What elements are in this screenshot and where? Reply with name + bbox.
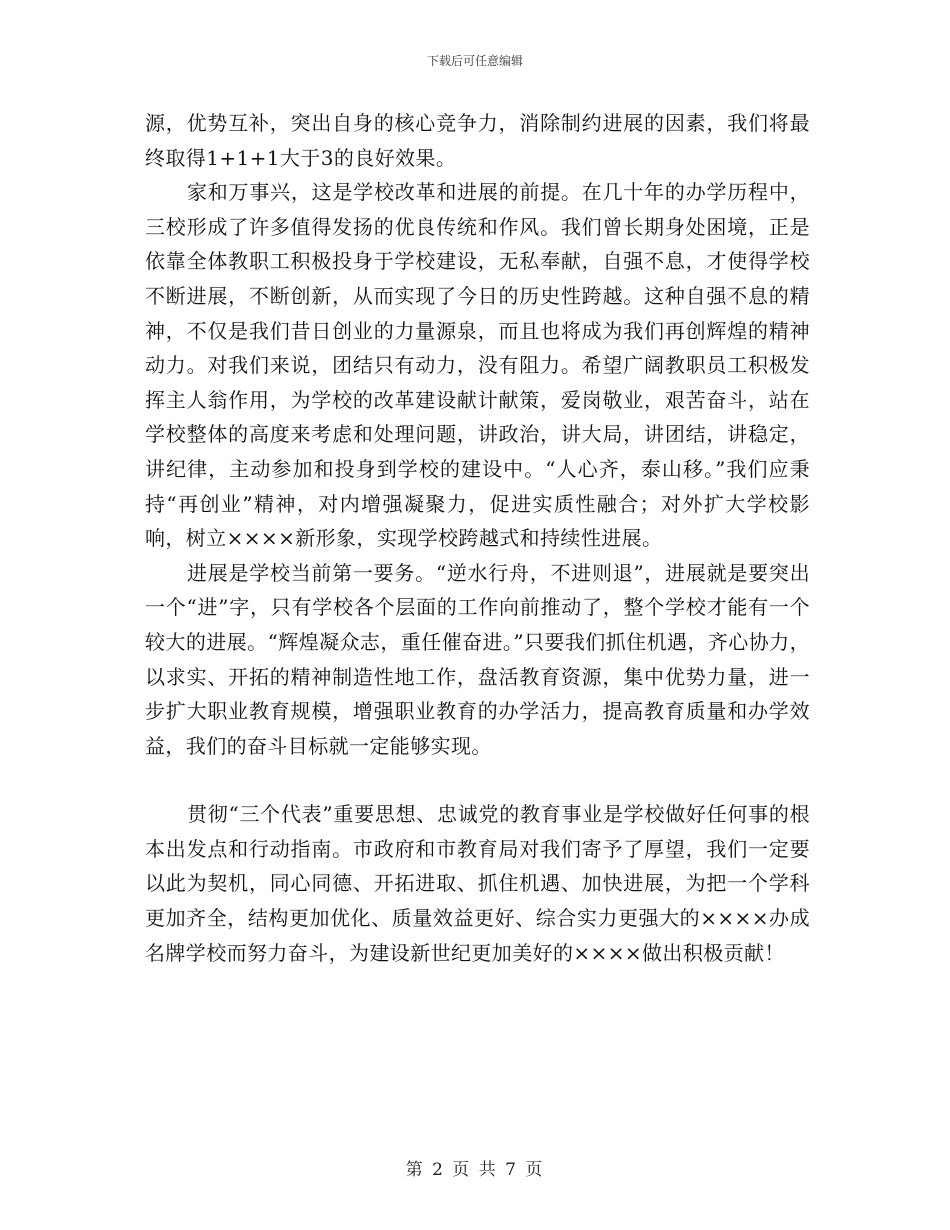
paragraph-continuation: 源，优势互补，突出自身的核心竞争力，消除制约进展的因素，我们将最终取得1+1+1大于3的良好效果。 bbox=[145, 111, 810, 170]
paragraph-progress: 进展是学校当前第一要务。“逆水行舟，不进则退”，进展就是要突出一个“进”字，只有学校各个层面的工作向前推动了，整个学校才能有一个较大的进展。“辉煌凝众志，重任催奋进。”只要我们抓住机遇，齐心协力，以求实、开拓的精神制造性地工作，盘活教育资源，集中优势力量，进一步扩大职业教育规模，增强职业教育的办学活力，提高教育质量和办学效益，我们的奋斗目标就一定能够实现。 bbox=[145, 560, 810, 758]
paragraph-unity: 家和万事兴，这是学校改革和进展的前提。在几十年的办学历程中，三校形成了许多值得发扬的优良传统和作风。我们曾长期身处困境，正是依靠全体教职工积极投身于学校建设，无私奉献，自强不息，才使得学校不断进展，不断创新，从而实现了今日的历史性跨越。这种自强不息的精神，不仅是我们昔日创业的力量源泉，而且也将成为我们再创辉煌的精神动力。对我们来说，团结只有动力，没有阻力。希望广阔教职员工积极发挥主人翁作用，为学校的改革建设献计献策，爱岗敬业，艰苦奋斗，站在学校整体的高度来考虑和处理问题，讲政治，讲大局，讲团结，讲稳定，讲纪律，主动参加和投身到学校的建设中。“人心齐，泰山移。”我们应秉持“再创业”精神，对内增强凝聚力，促进实质性融合；对外扩大学校影响，树立××××新形象，实现学校跨越式和持续性进展。 bbox=[145, 180, 810, 551]
page-header-note: 下载后可任意编辑 bbox=[426, 54, 523, 68]
page-number: 第 2 页 共 7 页 bbox=[405, 1160, 545, 1180]
paragraph-conclusion: 贯彻“三个代表”重要思想、忠诚党的教育事业是学校做好任何事的根本出发点和行动指南。市政府和市教育局对我们寄予了厚望，我们一定要以此为契机，同心同德、开拓进取、抓住机遇、加快进展，为把一个学科更加齐全，结构更加优化、质量效益更好、综合实力更强大的××××办成名牌学校而努力奋斗，为建设新世纪更加美好的××××做出积极贡献！ bbox=[145, 802, 810, 965]
document-body bbox=[145, 106, 810, 970]
